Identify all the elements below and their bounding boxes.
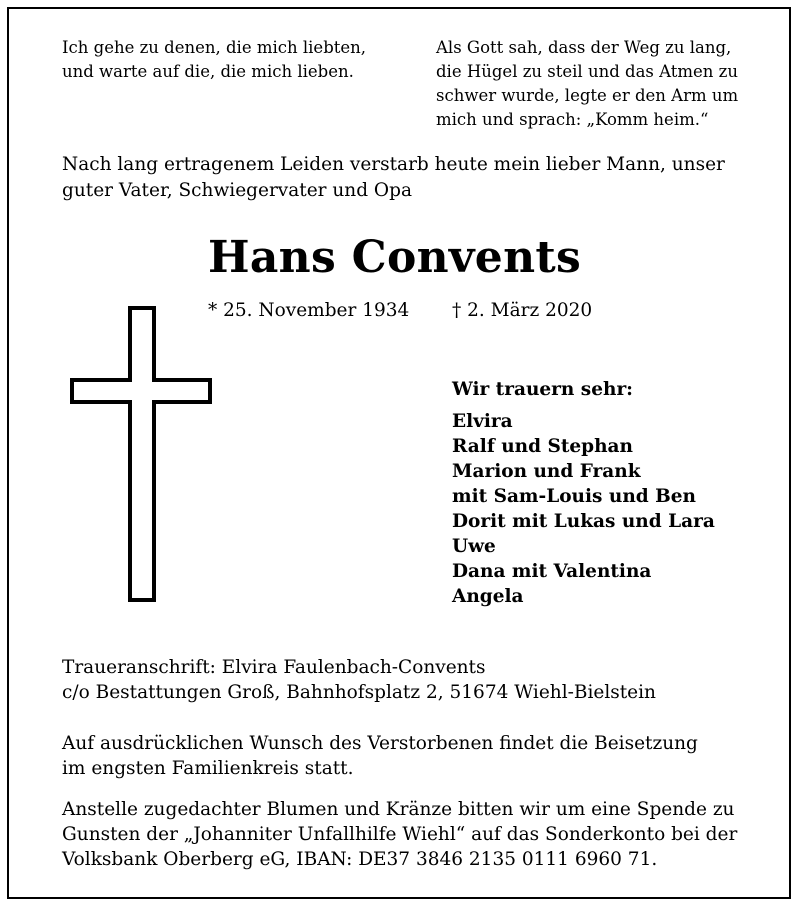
mourner-name: Marion und Frank: [452, 461, 641, 482]
mourner-name: Dana mit Valentina: [452, 561, 652, 582]
intro-text: Nach lang ertragenem Leiden verstarb heute mein lieber Mann, unser guter Vater, Schwiegervater und Opa: [62, 154, 725, 201]
donation-text: Anstelle zugedachter Blumen und Kränze bitten wir um eine Spende zu Gunsten der „Johanniter Unfallhilfe Wiehl“ auf das Sonderkonto bei der Volksbank Oberberg eG, IBAN: DE37 3846 2135 0111 6960 71.: [62, 799, 738, 870]
mourner-name: Elvira: [452, 411, 513, 432]
birth-date: * 25. November 1934: [208, 300, 410, 321]
mourner-name: Dorit mit Lukas und Lara: [452, 511, 715, 532]
mourners-block: [452, 377, 715, 609]
mourner-name: Angela: [452, 586, 524, 607]
mourner-name: Ralf und Stephan: [452, 436, 633, 457]
burial-text: Auf ausdrücklichen Wunsch des Verstorbenen findet die Beisetzung im engsten Familienkreis statt.: [62, 733, 698, 779]
address-text: Traueranschrift: Elvira Faulenbach-Convents c/o Bestattungen Groß, Bahnhofsplatz 2, 51674 Wiehl-Bielstein: [62, 657, 656, 703]
mourner-name: Uwe: [452, 536, 496, 557]
quote-right: Als Gott sah, dass der Weg zu lang, die Hügel zu steil und das Atmen zu schwer wurde, legte er den Arm um mich und sprach: „Komm heim.“: [436, 38, 739, 129]
mourning-heading: Wir trauern sehr:: [452, 379, 634, 400]
quote-left: Ich gehe zu denen, die mich liebten, und warte auf die, die mich lieben.: [62, 38, 367, 81]
mourner-name: mit Sam-Louis und Ben: [452, 486, 697, 507]
death-date: † 2. März 2020: [452, 300, 593, 321]
latin-cross-icon: [70, 306, 212, 602]
deceased-name: Hans Convents: [208, 232, 582, 283]
